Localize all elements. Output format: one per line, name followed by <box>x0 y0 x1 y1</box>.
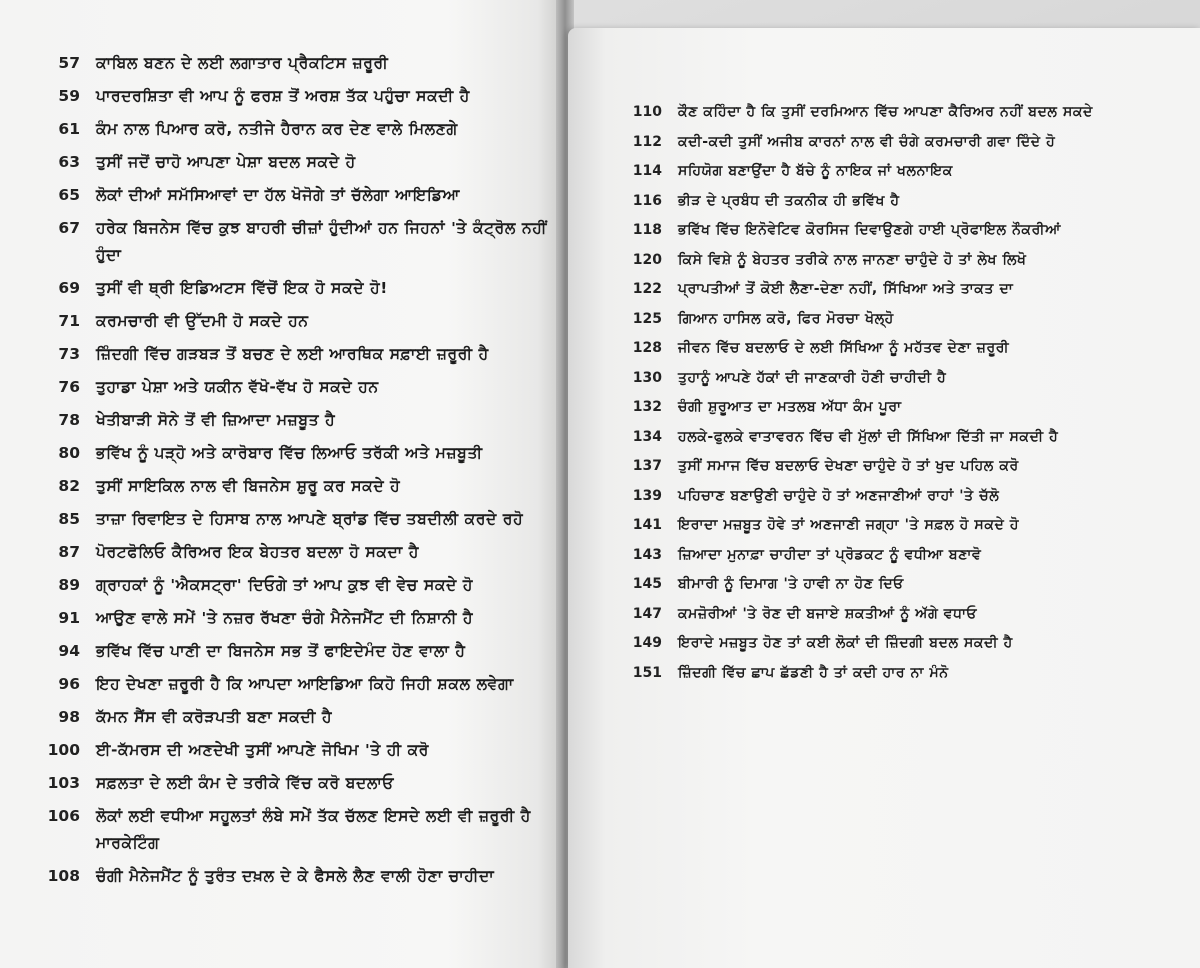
chapter-title: ਕਮਜ਼ੋਰੀਆਂ 'ਤੇ ਰੋਣ ਦੀ ਬਜਾਏ ਸ਼ਕਤੀਆਂ ਨੂੰ ਅੱਗੇ ਵਧਾਓ <box>678 605 978 622</box>
page-number: 120 <box>632 251 662 268</box>
chapter-title: ਆਉਣ ਵਾਲੇ ਸਮੇਂ 'ਤੇ ਨਜ਼ਰ ਰੱਖਣਾ ਚੰਗੇ ਮੈਨੇਜਮੈਂਟ ਦੀ ਨਿਸ਼ਾਨੀ ਹੈ <box>96 609 474 627</box>
contents-entry <box>616 631 1186 656</box>
contents-entry <box>616 248 1186 273</box>
page-number: 110 <box>632 104 662 120</box>
page-number: 80 <box>58 444 80 462</box>
chapter-title: ਪਾਰਦਰਸ਼ਿਤਾ ਵੀ ਆਪ ਨੂੰ ਫਰਸ਼ ਤੋਂ ਅਰਸ਼ ਤੱਕ ਪਹੁੰਚਾ ਸਕਦੀ ਹੈ <box>96 87 470 105</box>
page-number: 100 <box>47 741 80 759</box>
chapter-title: ਤੁਸੀਂ ਸਮਾਜ ਵਿੱਚ ਬਦਲਾਓ ਦੇਖਣਾ ਚਾਹੁੰਦੇ ਹੋ ਤਾਂ ਖੁਦ ਪਹਿਲ ਕਰੋ <box>678 458 1019 474</box>
page-number: 76 <box>58 378 80 396</box>
page-number: 57 <box>58 54 80 72</box>
contents-entry <box>616 661 1186 686</box>
chapter-title: ਤੁਹਾਨੂੰ ਆਪਣੇ ਹੱਕਾਂ ਦੀ ਜਾਣਕਾਰੀ ਹੋਣੀ ਚਾਹੀਦੀ ਹੈ <box>678 369 947 386</box>
chapter-title: ਇਰਾਦਾ ਮਜ਼ਬੂਤ ਹੋਵੇ ਤਾਂ ਅਣਜਾਣੀ ਜਗ੍ਹਾ 'ਤੇ ਸਫ਼ਲ ਹੋ ਸਕਦੇ ਹੋ <box>678 517 1020 533</box>
contents-entry <box>30 440 555 467</box>
contents-entry <box>30 863 555 890</box>
page-number: 112 <box>632 133 662 150</box>
page-number: 128 <box>632 340 662 356</box>
contents-entry <box>30 374 555 401</box>
chapter-title: ਖੇਤੀਬਾੜੀ ਸੋਨੇ ਤੋਂ ਵੀ ਜ਼ਿਆਦਾ ਮਜ਼ਬੂਤ ਹੈ <box>96 411 336 429</box>
chapter-title: ਹਲਕੇ-ਫੁਲਕੇ ਵਾਤਾਵਰਨ ਵਿੱਚ ਵੀ ਮੁੱਲਾਂ ਦੀ ਸਿੱਖਿਆ ਦਿੱਤੀ ਜਾ ਸਕਦੀ ਹੈ <box>678 428 1059 445</box>
chapter-title: ਪੋਰਟਫੋਲਿਓ ਕੈਰਿਅਰ ਇਕ ਬੇਹਤਰ ਬਦਲਾ ਹੋ ਸਕਦਾ ਹੈ <box>96 543 419 561</box>
chapter-title: ਕਾਬਿਲ ਬਣਨ ਦੇ ਲਈ ਲਗਾਤਾਰ ਪ੍ਰੈਕਟਿਸ ਜ਼ਰੂਰੀ <box>96 54 389 72</box>
contents-entry <box>616 277 1186 302</box>
left-contents-list <box>30 50 555 896</box>
contents-entry <box>616 484 1186 509</box>
contents-entry <box>30 149 555 176</box>
contents-entry <box>30 638 555 665</box>
chapter-title: ਜੀਵਨ ਵਿੱਚ ਬਦਲਾਓ ਦੇ ਲਈ ਸਿੱਖਿਆ ਨੂੰ ਮਹੱਤਵ ਦੇਣਾ ਜ਼ਰੂਰੀ <box>678 340 1010 356</box>
page-number: 87 <box>58 543 80 561</box>
page-number: 63 <box>58 153 80 171</box>
chapter-title: ਭੀੜ ਦੇ ਪ੍ਰਬੰਧ ਦੀ ਤਕਨੀਕ ਹੀ ਭਵਿੱਖ ਹੈ <box>678 192 900 209</box>
chapter-title: ਚੰਗੀ ਸ਼ੁਰੂਆਤ ਦਾ ਮਤਲਬ ਅੱਧਾ ਕੰਮ ਪੂਰਾ <box>678 399 902 415</box>
contents-entry <box>616 395 1186 420</box>
contents-entry <box>616 218 1186 243</box>
page-number: 114 <box>632 163 662 179</box>
chapter-title: ਭਵਿੱਖ ਵਿੱਚ ਪਾਣੀ ਦਾ ਬਿਜਨੇਸ ਸਭ ਤੋਂ ਫਾਇਦੇਮੰਦ ਹੋਣ ਵਾਲਾ ਹੈ <box>96 642 466 660</box>
chapter-title: ਗਿਆਨ ਹਾਸਿਲ ਕਰੋ, ਫਿਰ ਮੋਰਚਾ ਖੋਲ੍ਹੋ <box>678 310 894 327</box>
page-number: 73 <box>58 345 80 363</box>
chapter-title: ਕਿਸੇ ਵਿਸ਼ੇ ਨੂੰ ਬੇਹਤਰ ਤਰੀਕੇ ਨਾਲ ਜਾਨਣਾ ਚਾਹੁੰਦੇ ਹੋ ਤਾਂ ਲੇਖ ਲਿਖੋ <box>678 251 1027 268</box>
left-page <box>0 0 560 968</box>
contents-entry <box>616 425 1186 450</box>
page-number: 59 <box>58 87 80 105</box>
contents-entry <box>616 307 1186 332</box>
contents-entry <box>30 473 555 500</box>
page-number: 145 <box>632 576 662 592</box>
page-number: 118 <box>632 222 662 238</box>
contents-entry <box>30 182 555 209</box>
contents-entry <box>30 275 555 302</box>
contents-entry <box>616 366 1186 391</box>
page-number: 149 <box>632 635 662 651</box>
chapter-title: ਸਹਿਯੋਗ ਬਣਾਉਂਦਾ ਹੈ ਬੱਚੇ ਨੂੰ ਨਾਇਕ ਜਾਂ ਖਲਨਾਇਕ <box>678 163 953 179</box>
contents-entry <box>30 215 555 269</box>
chapter-title: ਤੁਸੀਂ ਵੀ ਥ੍ਰੀ ਇਡਿਅਟਸ ਵਿੱਚੋਂ ਇਕ ਹੋ ਸਕਦੇ ਹੋ! <box>96 279 388 297</box>
contents-entry <box>616 513 1186 538</box>
page-number: 106 <box>47 807 80 825</box>
contents-entry <box>616 336 1186 361</box>
chapter-title: ਕਦੀ-ਕਦੀ ਤੁਸੀਂ ਅਜੀਬ ਕਾਰਨਾਂ ਨਾਲ ਵੀ ਚੰਗੇ ਕਰਮਚਾਰੀ ਗਵਾ ਦਿੰਦੇ ਹੋ <box>678 133 1056 150</box>
chapter-title: ਤੁਹਾਡਾ ਪੇਸ਼ਾ ਅਤੇ ਯਕੀਨ ਵੱਖੋ-ਵੱਖ ਹੋ ਸਕਦੇ ਹਨ <box>96 378 379 396</box>
chapter-title: ਜ਼ਿਆਦਾ ਮੁਨਾਫ਼ਾ ਚਾਹੀਦਾ ਤਾਂ ਪ੍ਰੋਡਕਟ ਨੂੰ ਵਧੀਆ ਬਣਾਵੋ <box>678 546 982 563</box>
contents-entry <box>616 159 1186 184</box>
page-number: 137 <box>632 458 662 474</box>
contents-entry <box>30 83 555 110</box>
page-number: 122 <box>632 281 662 297</box>
page-number: 98 <box>58 708 80 726</box>
chapter-title: ਕੰਮ ਨਾਲ ਪਿਆਰ ਕਰੋ, ਨਤੀਜੇ ਹੈਰਾਨ ਕਰ ਦੇਣ ਵਾਲੇ ਮਿਲਣਗੇ <box>96 120 458 138</box>
contents-entry <box>30 671 555 698</box>
chapter-title: ਜ਼ਿੰਦਗੀ ਵਿੱਚ ਗੜਬੜ ਤੋਂ ਬਚਣ ਦੇ ਲਈ ਆਰਥਿਕ ਸਫ਼ਾਈ ਜ਼ਰੂਰੀ ਹੈ <box>96 345 489 363</box>
contents-entry <box>30 116 555 143</box>
contents-entry <box>30 407 555 434</box>
page-number: 69 <box>58 279 80 297</box>
contents-entry <box>30 704 555 731</box>
chapter-title: ਤੁਸੀਂ ਸਾਇਕਿਲ ਨਾਲ ਵੀ ਬਿਜਨੇਸ ਸ਼ੁਰੂ ਕਰ ਸਕਦੇ ਹੋ <box>96 477 401 495</box>
chapter-title: ਇਹ ਦੇਖਣਾ ਜ਼ਰੂਰੀ ਹੈ ਕਿ ਆਪਦਾ ਆਇਡਿਆ ਕਿਹੋ ਜਿਹੀ ਸ਼ਕਲ ਲਵੇਗਾ <box>96 675 514 693</box>
contents-entry <box>30 50 555 77</box>
page-number: 139 <box>632 487 662 504</box>
contents-entry <box>30 770 555 797</box>
chapter-title: ਭਵਿੱਖ ਵਿੱਚ ਇਨੋਵੇਟਿਵ ਕੋਰਸਿਜ ਦਿਵਾਉਣਗੇ ਹਾਈ ਪ੍ਰੋਫਾਇਲ ਨੌਕਰੀਆਂ <box>678 222 1061 238</box>
page-number: 82 <box>58 477 80 495</box>
contents-entry <box>616 100 1186 125</box>
chapter-title: ਤਾਜ਼ਾ ਰਿਵਾਇਤ ਦੇ ਹਿਸਾਬ ਨਾਲ ਆਪਣੇ ਬ੍ਰਾਂਡ ਵਿੱਚ ਤਬਦੀਲੀ ਕਰਦੇ ਰਹੋ <box>96 510 524 528</box>
page-number: 130 <box>632 369 662 386</box>
contents-entry <box>616 454 1186 479</box>
chapter-title: ਸਫ਼ਲਤਾ ਦੇ ਲਈ ਕੰਮ ਦੇ ਤਰੀਕੇ ਵਿੱਚ ਕਰੋ ਬਦਲਾਓ <box>96 774 395 792</box>
chapter-title: ਭਵਿੱਖ ਨੂੰ ਪੜ੍ਹੋ ਅਤੇ ਕਾਰੋਬਾਰ ਵਿੱਚ ਲਿਆਓ ਤਰੱਕੀ ਅਤੇ ਮਜ਼ਬੂਤੀ <box>96 444 483 462</box>
contents-entry <box>616 602 1186 627</box>
page-number: 147 <box>632 605 662 622</box>
chapter-title: ਲੋਕਾਂ ਦੀਆਂ ਸਮੱਸਿਆਵਾਂ ਦਾ ਹੱਲ ਖੋਜੋਗੇ ਤਾਂ ਚੱਲੇਗਾ ਆਇਡਿਆ <box>96 186 460 204</box>
contents-entry <box>30 506 555 533</box>
chapter-title: ਚੰਗੀ ਮੈਨੇਜਮੈਂਟ ਨੂੰ ਤੁਰੰਤ ਦਖ਼ਲ ਦੇ ਕੇ ਫੈਸਲੇ ਲੈਣ ਵਾਲੀ ਹੋਣਾ ਚਾਹੀਦਾ <box>96 867 495 885</box>
page-number: 134 <box>632 428 662 445</box>
chapter-title: ਇਰਾਦੇ ਮਜ਼ਬੂਤ ਹੋਣ ਤਾਂ ਕਈ ਲੋਕਾਂ ਦੀ ਜ਼ਿੰਦਗੀ ਬਦਲ ਸਕਦੀ ਹੈ <box>678 635 1013 651</box>
chapter-title: ਪ੍ਰਾਪਤੀਆਂ ਤੋਂ ਕੋਈ ਲੈਣਾ-ਦੇਣਾ ਨਹੀਂ, ਸਿੱਖਿਆ ਅਤੇ ਤਾਕਤ ਦਾ <box>678 281 1014 297</box>
chapter-title: ਪਹਿਚਾਣ ਬਣਾਉਣੀ ਚਾਹੁੰਦੇ ਹੋ ਤਾਂ ਅਣਜਾਣੀਆਂ ਰਾਹਾਂ 'ਤੇ ਚੱਲੋ <box>678 487 1000 504</box>
right-contents-list <box>616 100 1186 690</box>
contents-entry <box>30 737 555 764</box>
page-number: 85 <box>58 510 80 528</box>
chapter-title: ਈ-ਕੱਮਰਸ ਦੀ ਅਣਦੇਖੀ ਤੁਸੀਂ ਆਪਣੇ ਜੋਖਿਮ 'ਤੇ ਹੀ ਕਰੋ <box>96 741 430 759</box>
page-number: 116 <box>632 192 662 209</box>
chapter-title: ਜ਼ਿੰਦਗੀ ਵਿੱਚ ਛਾਪ ਛੱਡਣੀ ਹੈ ਤਾਂ ਕਦੀ ਹਾਰ ਨਾ ਮੰਨੋ <box>678 664 949 681</box>
chapter-title: ਕੱਮਨ ਸੈਂਸ ਵੀ ਕਰੋੜਪਤੀ ਬਣਾ ਸਕਦੀ ਹੈ <box>96 708 333 726</box>
contents-entry <box>30 572 555 599</box>
chapter-title: ਬੀਮਾਰੀ ਨੂੰ ਦਿਮਾਗ 'ਤੇ ਹਾਵੀ ਨਾ ਹੋਣ ਦਿਓ <box>678 576 904 592</box>
page-number: 108 <box>47 867 80 885</box>
contents-entry <box>30 605 555 632</box>
page-number: 89 <box>58 576 80 594</box>
page-number: 67 <box>58 219 80 237</box>
page-number: 71 <box>58 312 80 330</box>
page-number: 132 <box>632 399 662 415</box>
contents-entry <box>30 539 555 566</box>
contents-entry <box>30 341 555 368</box>
chapter-title: ਲੋਕਾਂ ਲਈ ਵਧੀਆ ਸਹੂਲਤਾਂ ਲੰਬੇ ਸਮੇਂ ਤੱਕ ਚੱਲਣ ਇਸਦੇ ਲਈ ਵੀ ਜ਼ਰੂਰੀ ਹੈ ਮਾਰਕੇਟਿੰਗ <box>96 807 531 852</box>
page-number: 94 <box>58 642 80 660</box>
contents-entry <box>30 308 555 335</box>
page-number: 78 <box>58 411 80 429</box>
chapter-title: ਤੁਸੀਂ ਜਦੋਂ ਚਾਹੋ ਆਪਣਾ ਪੇਸ਼ਾ ਬਦਲ ਸਕਦੇ ਹੋ <box>96 153 356 171</box>
page-number: 91 <box>58 609 80 627</box>
contents-entry <box>30 803 555 857</box>
page-number: 151 <box>632 664 662 681</box>
contents-entry <box>616 543 1186 568</box>
chapter-title: ਕਰਮਚਾਰੀ ਵੀ ਉੱਦਮੀ ਹੋ ਸਕਦੇ ਹਨ <box>96 312 309 330</box>
page-number: 143 <box>632 546 662 563</box>
chapter-title: ਗ੍ਰਾਹਕਾਂ ਨੂੰ 'ਐਕਸਟ੍ਰਾ' ਦਿਓਗੇ ਤਾਂ ਆਪ ਕੁਝ ਵੀ ਵੇਚ ਸਕਦੇ ਹੋ <box>96 576 474 594</box>
chapter-title: ਕੌਣ ਕਹਿੰਦਾ ਹੈ ਕਿ ਤੁਸੀਂ ਦਰਮਿਆਨ ਵਿੱਚ ਆਪਣਾ ਕੈਰਿਅਰ ਨਹੀਂ ਬਦਲ ਸਕਦੇ <box>678 104 1093 120</box>
right-page <box>568 28 1200 968</box>
page-number: 103 <box>47 774 80 792</box>
contents-entry <box>616 572 1186 597</box>
page-number: 125 <box>632 310 662 327</box>
page-number: 96 <box>58 675 80 693</box>
contents-entry <box>616 189 1186 214</box>
page-number: 65 <box>58 186 80 204</box>
page-number: 61 <box>58 120 80 138</box>
contents-entry <box>616 130 1186 155</box>
page-number: 141 <box>632 517 662 533</box>
chapter-title: ਹਰੇਕ ਬਿਜਨੇਸ ਵਿੱਚ ਕੁਝ ਬਾਹਰੀ ਚੀਜ਼ਾਂ ਹੁੰਦੀਆਂ ਹਨ ਜਿਹਨਾਂ 'ਤੇ ਕੰਟ੍ਰੋਲ ਨਹੀਂ ਹੁੰਦਾ <box>96 219 548 264</box>
